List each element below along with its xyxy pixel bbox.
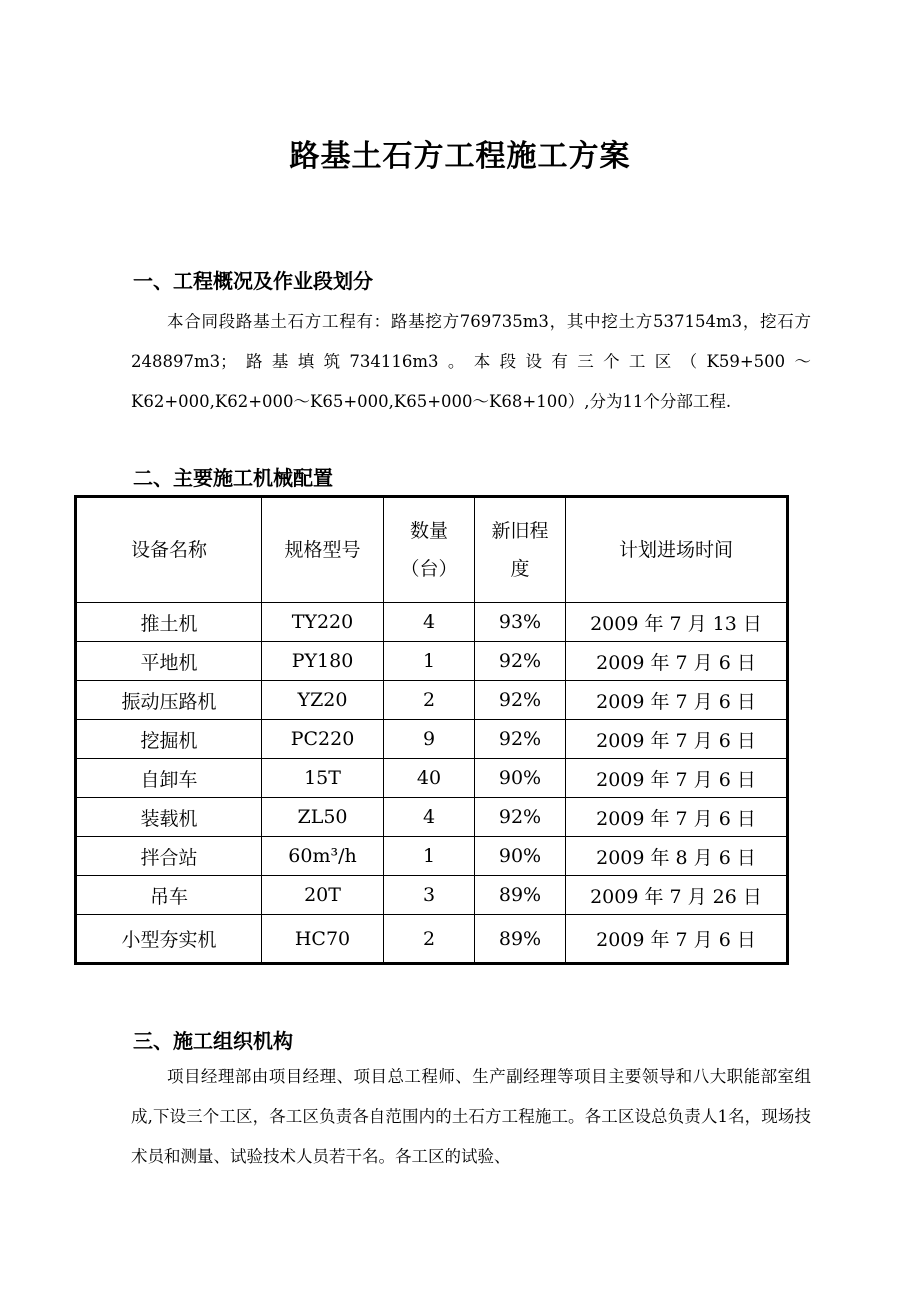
cell-arrival-date: 2009 年 7 月 13 日 xyxy=(566,603,788,642)
header-quantity-label: 数量（台） xyxy=(400,520,458,580)
cell-condition: 92% xyxy=(475,720,566,759)
cell-condition: 92% xyxy=(475,681,566,720)
cell-condition: 92% xyxy=(475,642,566,681)
cell-equipment-name: 吊车 xyxy=(76,876,262,915)
cell-model: YZ20 xyxy=(262,681,384,720)
cell-model: TY220 xyxy=(262,603,384,642)
section-3-paragraph: 项目经理部由项目经理、项目总工程师、生产副经理等项目主要领导和八大职能部室组成,下设三个工区，各工区负责各自范围内的土石方工程施工。各工区设总负责人1名，现场技术员和测量、试验技术人员若干名。各工区的试验、 xyxy=(131,1067,811,1166)
table-row xyxy=(76,642,788,681)
cell-quantity: 2 xyxy=(384,915,475,964)
cell-arrival-date: 2009 年 7 月 26 日 xyxy=(566,876,788,915)
cell-quantity: 1 xyxy=(384,837,475,876)
cell-equipment-name: 小型夯实机 xyxy=(76,915,262,964)
table-header-row xyxy=(76,497,788,603)
table-row xyxy=(76,720,788,759)
header-arrival-date: 计划进场时间 xyxy=(566,497,788,603)
cell-equipment-name: 推土机 xyxy=(76,603,262,642)
cell-model: HC70 xyxy=(262,915,384,964)
equipment-table xyxy=(74,495,789,965)
cell-quantity: 4 xyxy=(384,798,475,837)
cell-arrival-date: 2009 年 7 月 6 日 xyxy=(566,798,788,837)
cell-quantity: 4 xyxy=(384,603,475,642)
cell-condition: 90% xyxy=(475,837,566,876)
header-model: 规格型号 xyxy=(262,497,384,603)
cell-model: ZL50 xyxy=(262,798,384,837)
table-row xyxy=(76,759,788,798)
cell-quantity: 1 xyxy=(384,642,475,681)
cell-model: 15T xyxy=(262,759,384,798)
header-condition-label: 新旧程度 xyxy=(491,520,549,580)
table-row xyxy=(76,876,788,915)
section-1-heading: 一、工程概况及作业段划分 xyxy=(133,269,373,293)
cell-quantity: 2 xyxy=(384,681,475,720)
cell-arrival-date: 2009 年 7 月 6 日 xyxy=(566,642,788,681)
header-condition xyxy=(475,497,566,603)
header-quantity xyxy=(384,497,475,603)
section-2-heading: 二、主要施工机械配置 xyxy=(133,466,333,490)
section-3-heading: 三、施工组织机构 xyxy=(133,1029,293,1053)
cell-condition: 89% xyxy=(475,915,566,964)
cell-arrival-date: 2009 年 8 月 6 日 xyxy=(566,837,788,876)
cell-condition: 90% xyxy=(475,759,566,798)
cell-equipment-name: 挖掘机 xyxy=(76,720,262,759)
header-equipment-name: 设备名称 xyxy=(76,497,262,603)
cell-arrival-date: 2009 年 7 月 6 日 xyxy=(566,720,788,759)
cell-arrival-date: 2009 年 7 月 6 日 xyxy=(566,681,788,720)
cell-condition: 93% xyxy=(475,603,566,642)
cell-equipment-name: 自卸车 xyxy=(76,759,262,798)
cell-model: 60m³/h xyxy=(262,837,384,876)
cell-arrival-date: 2009 年 7 月 6 日 xyxy=(566,915,788,964)
table-row xyxy=(76,681,788,720)
cell-quantity: 9 xyxy=(384,720,475,759)
cell-quantity: 3 xyxy=(384,876,475,915)
cell-equipment-name: 装载机 xyxy=(76,798,262,837)
cell-condition: 92% xyxy=(475,798,566,837)
table-row xyxy=(76,837,788,876)
table-row xyxy=(76,915,788,964)
cell-arrival-date: 2009 年 7 月 6 日 xyxy=(566,759,788,798)
page-title: 路基土石方工程施工方案 xyxy=(289,139,631,174)
table-row xyxy=(76,603,788,642)
section-1-paragraph: 本合同段路基土石方工程有：路基挖方769735m3，其中挖土方537154m3，挖石方248897m3；路基填筑734116m3。本段设有三个工区（K59+500～K62+000,K62+000～K65+000,K65+000～K68+100）,分为11个分部工程. xyxy=(131,312,811,411)
cell-quantity: 40 xyxy=(384,759,475,798)
cell-model: PY180 xyxy=(262,642,384,681)
table-row xyxy=(76,798,788,837)
cell-condition: 89% xyxy=(475,876,566,915)
cell-model: 20T xyxy=(262,876,384,915)
cell-equipment-name: 平地机 xyxy=(76,642,262,681)
cell-equipment-name: 振动压路机 xyxy=(76,681,262,720)
cell-equipment-name: 拌合站 xyxy=(76,837,262,876)
cell-model: PC220 xyxy=(262,720,384,759)
